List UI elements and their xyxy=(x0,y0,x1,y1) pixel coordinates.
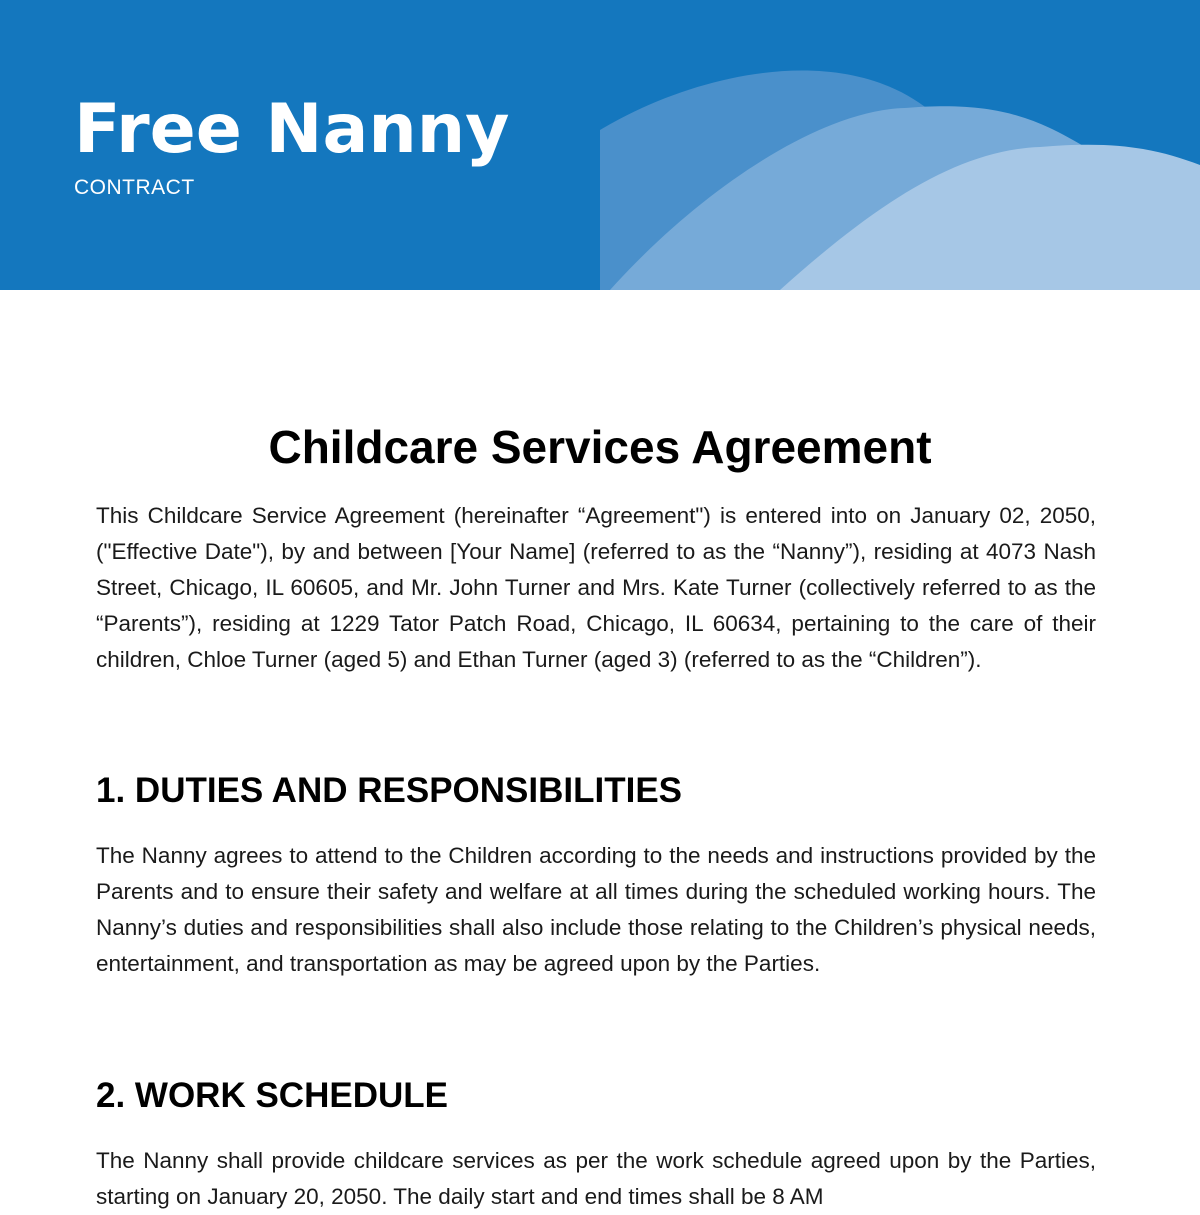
intro-paragraph: This Childcare Service Agreement (hereinafter “Agreement") is entered into on January 02, 2050, ("Effective Date"), by and between [Your Name] (referred to as the “Nanny”), residing at 4073 Nash Street, Chicago, IL 60605, and Mr. John Turner and Mrs. Kate Turner (collectively referred to as the “Parents”), residing at 1229 Tator Patch Road, Chicago, IL 60634, pertaining to the care of their children, Chloe Turner (aged 5) and Ethan Turner (aged 3) (referred to as the “Children”). xyxy=(96,503,1096,672)
section-body-work-schedule: The Nanny shall provide childcare services as per the work schedule agreed upon by the Parties, starting on January 20, 2050. The daily start and end times shall be 8 AM xyxy=(96,1148,1096,1209)
header-banner xyxy=(0,0,1200,290)
section-body-duties: The Nanny agrees to attend to the Children according to the needs and instructions provided by the Parents and to ensure their safety and welfare at all times during the scheduled working hours. The Nanny’s duties and responsibilities shall also include those relating to the Children’s physical needs, entertainment, and transportation as may be agreed upon by the Parties. xyxy=(96,843,1096,976)
document-title: Childcare Services Agreement xyxy=(268,421,932,473)
section-heading-work-schedule: 2. WORK SCHEDULE xyxy=(96,1076,448,1115)
section-heading-duties: 1. DUTIES AND RESPONSIBILITIES xyxy=(96,771,683,810)
brand-title: Free Nanny xyxy=(74,90,510,169)
brand-subtitle: CONTRACT xyxy=(74,176,195,199)
